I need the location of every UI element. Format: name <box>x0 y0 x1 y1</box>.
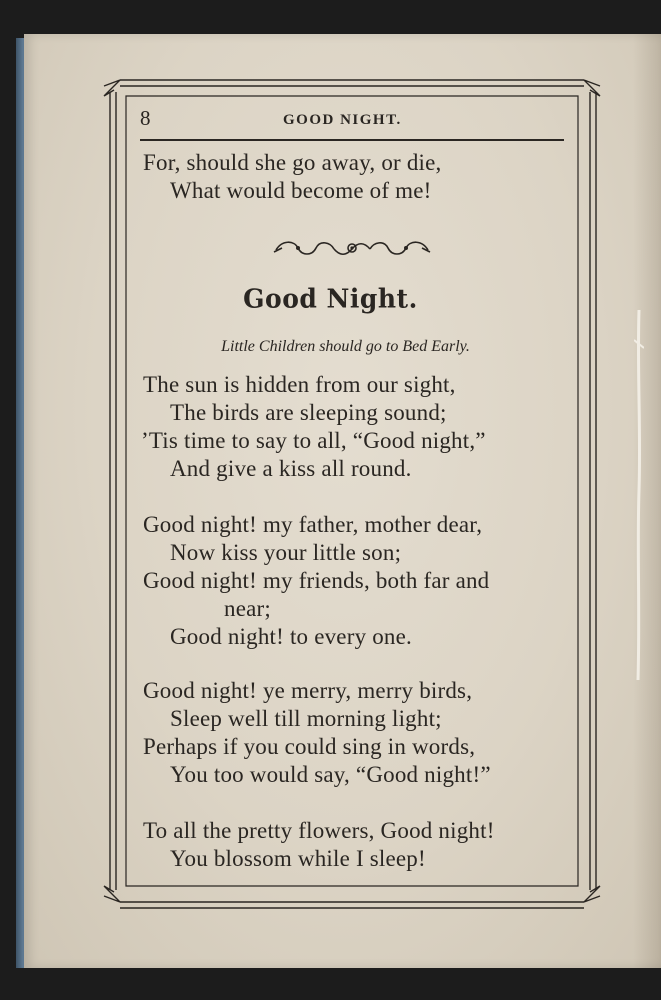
stanza1-line-3: ’Tis time to say to all, “Good night,” <box>141 428 486 453</box>
stanza3-line-2: Sleep well till morning light; <box>170 706 442 731</box>
stanza2-line-4: near; <box>224 596 271 621</box>
stanza3-line-1: Good night! ye merry, merry birds, <box>143 678 473 703</box>
ornament-icon <box>272 236 432 262</box>
carryover-line-2: What would become of me! <box>170 178 432 203</box>
stanza4-line-2: You blossom while I sleep! <box>170 846 426 871</box>
header-rule <box>140 139 564 141</box>
carryover-line-1: For, should she go away, or die, <box>143 150 442 175</box>
stanza4-line-1: To all the pretty flowers, Good night! <box>143 818 495 843</box>
running-title: GOOD NIGHT. <box>283 112 402 128</box>
page-number: 8 <box>140 106 151 130</box>
stanza1-line-2: The birds are sleeping sound; <box>170 400 447 425</box>
stanza2-line-3: Good night! my friends, both far and <box>143 568 490 593</box>
stanza3-line-3: Perhaps if you could sing in words, <box>143 734 476 759</box>
poem-title: Good Night. <box>243 283 418 314</box>
stanza1-line-1: The sun is hidden from our sight, <box>143 372 456 397</box>
stanza2-line-5: Good night! to every one. <box>170 624 412 649</box>
stanza3-line-4: You too would say, “Good night!” <box>170 762 491 787</box>
poem-subtitle: Little Children should go to Bed Early. <box>221 338 470 355</box>
stanza1-line-4: And give a kiss all round. <box>170 456 412 481</box>
stanza2-line-1: Good night! my father, mother dear, <box>143 512 483 537</box>
stanza2-line-2: Now kiss your little son; <box>170 540 402 565</box>
